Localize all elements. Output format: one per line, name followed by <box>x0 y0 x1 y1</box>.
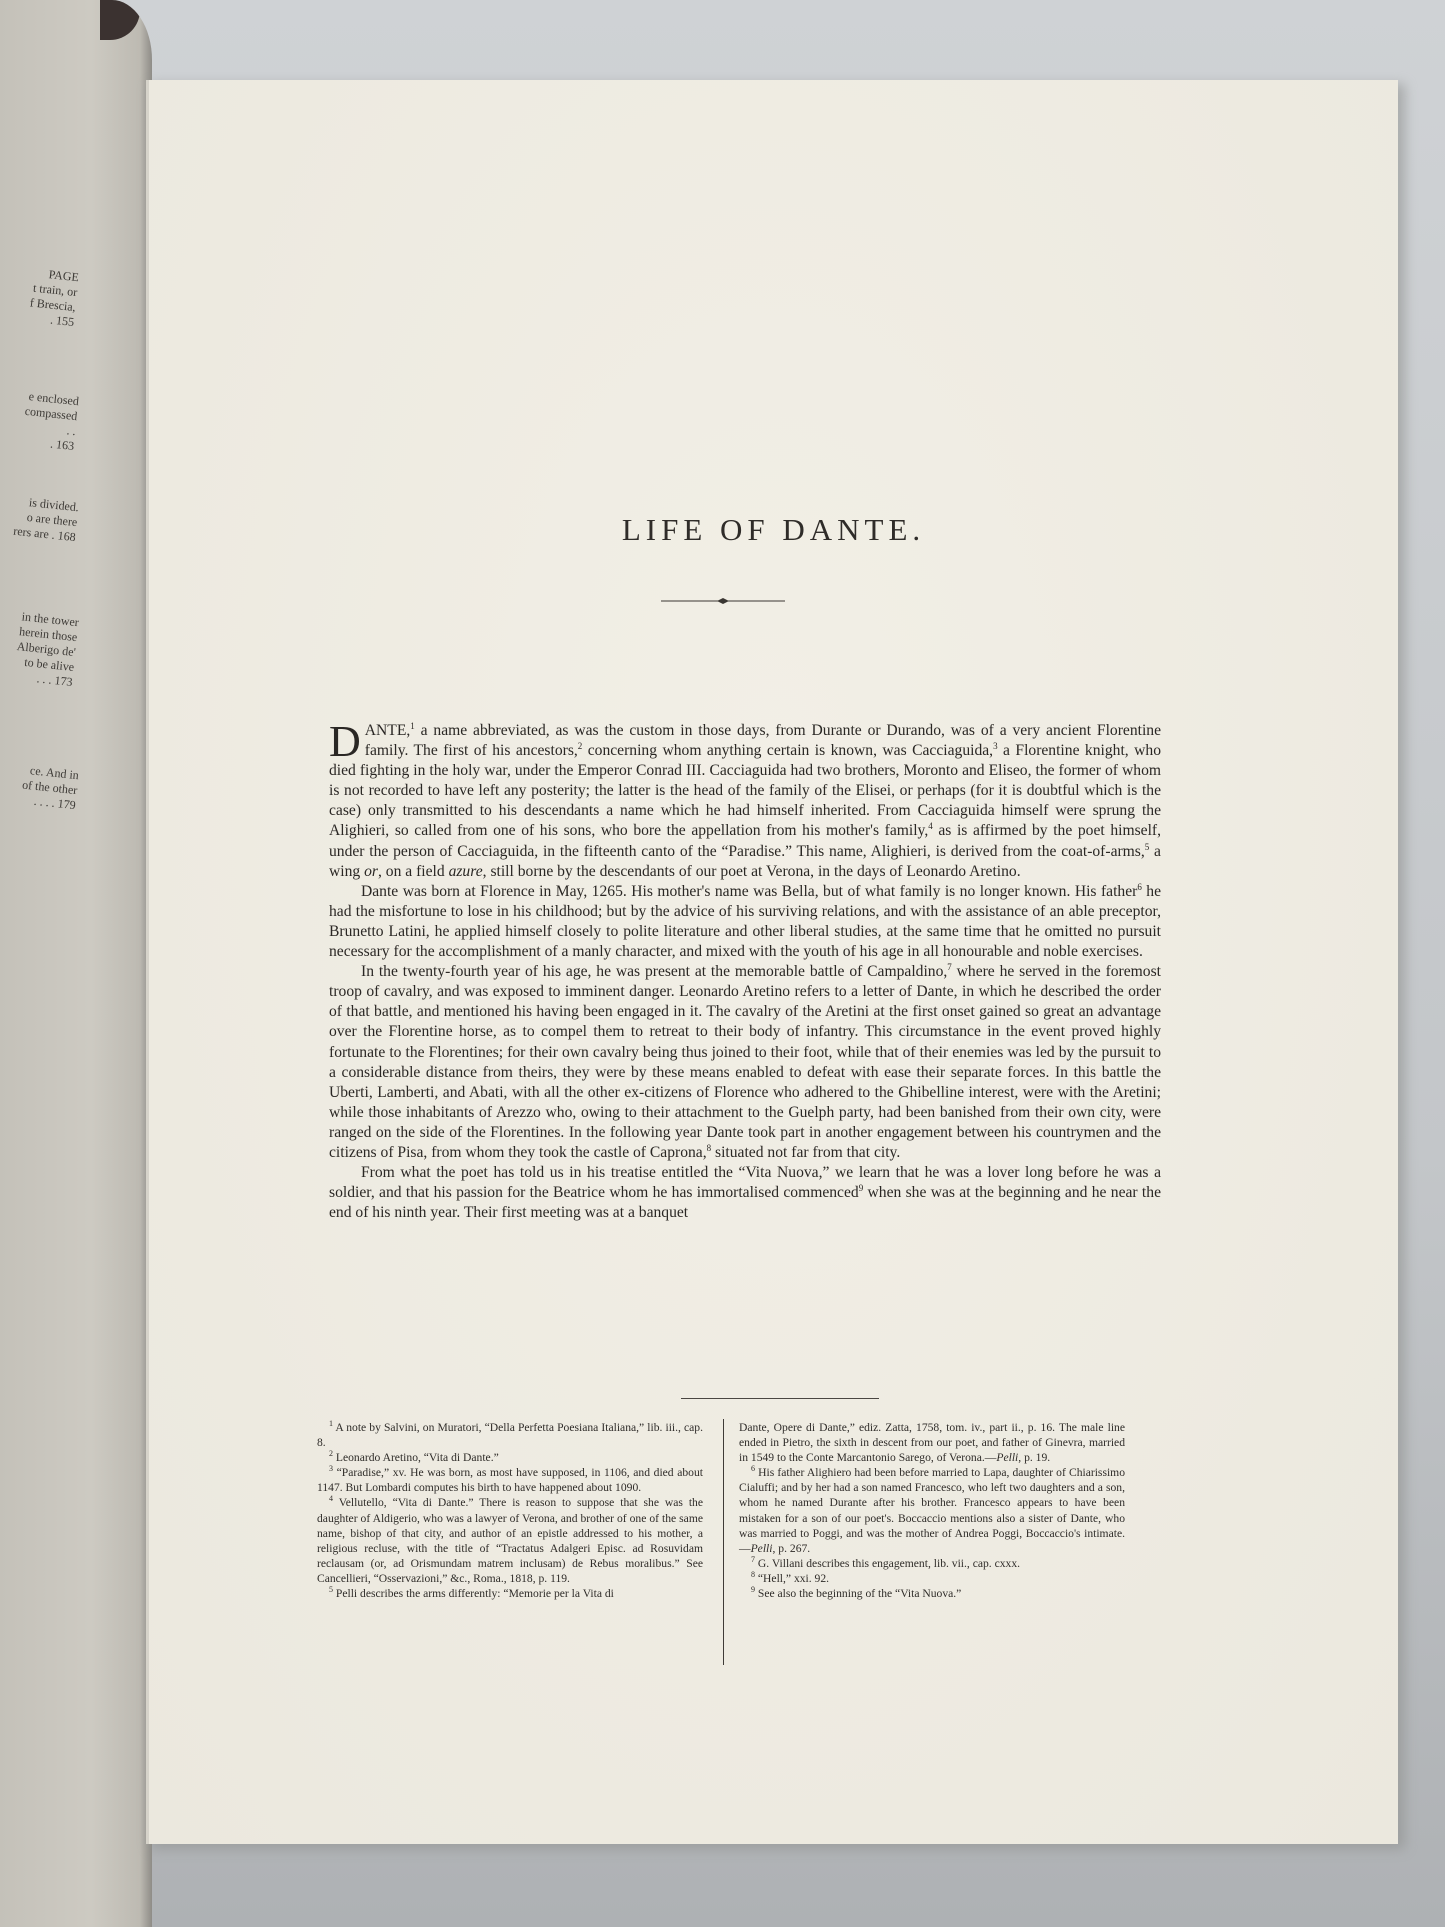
footnote: $^3$ “Paradise,” xv. He was born, as most have supposed, in 1106, and died about 1147. But Lombardi computes his birth to have happened about 1090. <box>317 1464 703 1495</box>
body-paragraph: Dante was born at Florence in May, 1265. His mother's name was Bella, but of what family is no longer known. His father$^6$ he had the misfortune to lose in his childhood; but by the advice of his surviving relations, and with the assistance of an able preceptor, Brunetto Latini, he applied himself closely to polite literature and other liberal studies, at the same time that he omitted no pursuit necessary for the accomplishment of a manly character, and mixed with the youth of his age in all honourable and noble exercises. <box>329 881 1161 961</box>
footnote-rule <box>681 1398 879 1399</box>
toc-fragment: in the tower herein those Alberigo de' to be alive . . . 173 <box>16 609 80 689</box>
toc-fragment: ce. And in of the other . . . . 179 <box>21 763 80 813</box>
book-cover-edge <box>100 0 140 40</box>
page-title: LIFE OF DANTE. <box>621 512 926 547</box>
facing-page-left <box>0 0 152 1927</box>
footnote: $^9$ See also the beginning of the “Vita Nuova.” <box>751 1585 962 1601</box>
book-page <box>146 80 1398 1844</box>
footnote: $^1$ A note by Salvini, on Muratori, “Della Perfetta Poesiana Italiana,” lib. iii., cap. 8. <box>317 1419 703 1450</box>
footnote: Dante, Opere di Dante,” ediz. Zatta, 1758, tom. iv., part ii., p. 16. The male line ended in Pietro, the sixth in descent from our poet, and father of Ginevra, married in 1549 to the Conte Marcantonio Sarego, of Verona.—Pelli, p. 19. <box>739 1421 1125 1465</box>
main-text <box>329 717 1162 1223</box>
body-paragraph: In the twenty-fourth year of his age, he was present at the memorable battle of Campaldino,$^7$ where he served in the foremost troop of cavalry, and was exposed to imminent danger. Leonardo Aretino refers to a letter of Dante, in which he described the order of that battle, and mentioned his having been engaged in it. The cavalry of the Aretini at the first onset gained so great an advantage over the Florentine horse, as to compel them to retreat to their body of infantry. This circumstance in the event proved highly fortunate to the Florentines; for their own cavalry being thus joined to their foot, while that of their enemies was led by the pursuit to a considerable distance from theirs, they were by these means enabled to defeat with ease their separate forces. In this battle the Uberti, Lamberti, and Abati, with all the other ex-citizens of Florence who adhered to the Ghibelline interest, were with the Aretini; while those inhabitants of Arezzo who, owing to their attachment to the Guelph party, had been banished from their own city, were ranged on the side of the Florentines. In the following year Dante took part in another engagement between his countrymen and the citizens of Pisa, from whom they took the castle of Caprona,$^8$ situated not far from that city. <box>329 961 1161 1161</box>
drop-cap: D <box>329 717 361 766</box>
footnote: $^7$ G. Villani describes this engagement, lib. vii., cap. cxxx. <box>751 1554 1021 1570</box>
body-paragraph: DANTE,$^1$ a name abbreviated, as was the custom in those days, from Durante or Durando, was of a very ancient Florentine family. The first of his ancestors,$^2$ concerning whom anything certain is known, was Cacciaguida,$^3$ a Florentine knight, who died fighting in the holy war, under the Emperor Conrad III. Cacciaguida had two brothers, Moronto and Eliseo, the former of whom is not recorded to have left any posterity; the latter is the head of the family of the Elisei, or perhaps (for it is doubtful which is the case) only transmitted to his descendants a name which he had himself inherited. From Cacciaguida himself were sprung the Alighieri, so called from one of his sons, who bore the appellation from his mother's family,$^4$ as is affirmed by the poet himself, under the person of Cacciaguida, in the fifteenth canto of the “Paradise.” This name, Alighieri, is derived from the coat-of-arms,$^5$ a wing or, on a field azure, still borne by the descendants of our poet at Verona, in the days of Leonardo Aretino. <box>329 717 1162 880</box>
footnote: $^2$ Leonardo Aretino, “Vita di Dante.” <box>329 1449 499 1465</box>
body-paragraph: From what the poet has told us in his treatise entitled the “Vita Nuova,” we learn that he was a lover long before he was a soldier, and that his passion for the Beatrice whom he has immortalised commenced$^9$ when she was at the beginning and he near the end of his ninth year. Their first meeting was at a banquet <box>329 1164 1161 1222</box>
title-ornament-icon <box>661 596 785 606</box>
toc-fragment: e enclosed compassed . . . 163 <box>24 389 80 454</box>
footnote: $^8$ “Hell,” xxi. 92. <box>751 1570 830 1585</box>
footnotes-left-column <box>317 1420 703 1601</box>
footnote: $^4$ Vellutello, “Vita di Dante.” There is reason to suppose that she was the daughter of Aldigerio, who was a lawyer of Verona, and brother of one of the same name, bishop of that city, and author of an epistle addressed to his mother, a religious recluse, with the title of “Tractatus Adalgeri Episc. ad Rosuvidam reclausam (or, ad Orismundam matrem inclusam) de Rebus moralibus.” See Cancellieri, “Osservazioni,” &c., Roma., 1818, p. 119. <box>317 1494 703 1585</box>
toc-fragment: is divided. o are there rers are . 168 <box>12 495 80 545</box>
footnotes-right-column <box>739 1420 1125 1601</box>
footnote: $^5$ Pelli describes the arms differently: “Memorie per la Vita di <box>329 1585 614 1601</box>
footnote-column-divider <box>723 1419 724 1665</box>
toc-fragment: PAGE t train, or f Brescia, . 155 <box>29 267 80 330</box>
footnote: $^6$ His father Alighiero had been before married to Lapa, daughter of Chiarissimo Cialuffi; and by her had a son named Francesco, who left two daughters and a son, whom he named Durante after his brother. Francesco appears to have been mistaken for a son of our poet's. Boccaccio mentions also a sister of Dante, who was married to Poggi, and was the mother of Andrea Poggi, Boccaccio's intimate.—Pelli, p. 267. <box>739 1464 1125 1555</box>
